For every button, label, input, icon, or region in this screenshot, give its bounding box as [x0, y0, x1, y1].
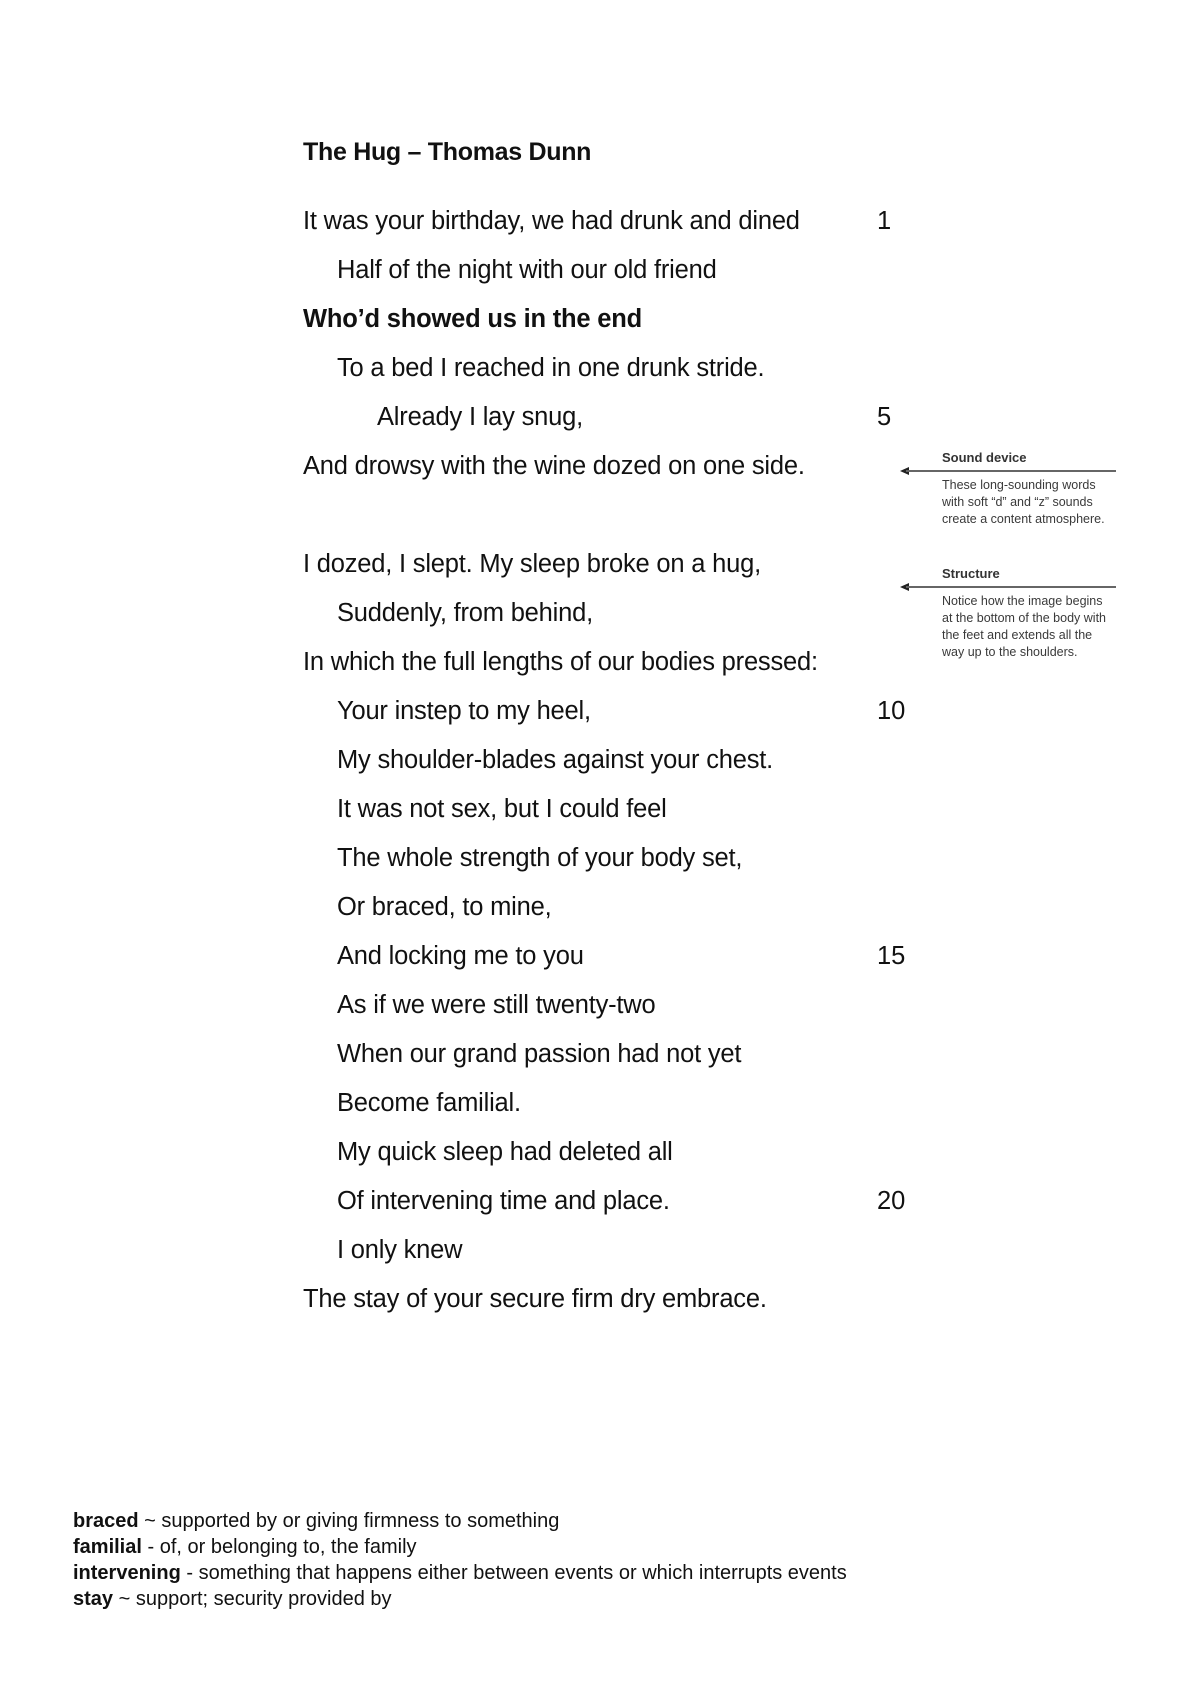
poem-line: Who’d showed us in the end	[303, 305, 643, 333]
poem-line: And drowsy with the wine dozed on one side.	[303, 452, 805, 480]
poem-line: As if we were still twenty-two	[337, 991, 656, 1019]
annotation-pointer-line	[906, 470, 1116, 472]
glossary-entry	[73, 1508, 847, 1534]
line-number: 10	[877, 697, 906, 725]
poem-line: My shoulder-blades against your chest.	[337, 746, 774, 774]
glossary-term: stay	[73, 1588, 114, 1610]
poem-line: My quick sleep had deleted all	[337, 1138, 673, 1166]
poem-line: It was your birthday, we had drunk and dined	[303, 207, 800, 235]
poem-line: Become familial.	[337, 1089, 521, 1117]
annotation-sound-device	[906, 450, 1116, 550]
glossary-definition: - something that happens either between events or which interrupts events	[180, 1562, 847, 1584]
annotation-heading: Structure	[942, 566, 1000, 581]
glossary-entry	[73, 1586, 847, 1612]
glossary-entry	[73, 1534, 847, 1560]
line-number: 5	[877, 403, 892, 431]
glossary-term: intervening	[73, 1562, 181, 1584]
glossary-term: braced	[73, 1510, 139, 1532]
annotation-pointer-line	[906, 586, 1116, 588]
glossary	[73, 1508, 847, 1612]
poem-line: To a bed I reached in one drunk stride.	[337, 354, 765, 382]
poem-title: The Hug – Thomas Dunn	[303, 138, 592, 166]
glossary-entry	[73, 1560, 847, 1586]
annotation-structure	[906, 566, 1116, 686]
annotation-text: These long-sounding words with soft “d” and “z” sounds create a content atmosphere.	[942, 478, 1105, 526]
glossary-definition: - of, or belonging to, the family	[141, 1536, 417, 1558]
poem-line: I only knew	[337, 1236, 463, 1264]
poem-line: The stay of your secure firm dry embrace.	[303, 1285, 767, 1313]
poem-line: Or braced, to mine,	[337, 893, 552, 921]
line-number: 20	[877, 1187, 906, 1215]
annotation-heading: Sound device	[942, 450, 1027, 465]
poem-line: It was not sex, but I could feel	[337, 795, 667, 823]
glossary-definition: ~ supported by or giving firmness to something	[138, 1510, 560, 1532]
poem-line: Your instep to my heel,	[337, 697, 591, 725]
poem-line: Of intervening time and place.	[337, 1187, 670, 1215]
line-number: 15	[877, 942, 906, 970]
annotation-text: Notice how the image begins at the bottom of the body with the feet and extends all the way up to the shoulders.	[942, 594, 1106, 659]
poem-line: I dozed, I slept. My sleep broke on a hug,	[303, 550, 761, 578]
line-number: 1	[877, 207, 892, 235]
poem-line: In which the full lengths of our bodies pressed:	[303, 648, 818, 676]
poem-line: Already I lay snug,	[377, 403, 583, 431]
glossary-term: familial	[73, 1536, 142, 1558]
poem-line: Suddenly, from behind,	[337, 599, 593, 627]
glossary-definition: ~ support; security provided by	[113, 1588, 392, 1610]
poem-line: The whole strength of your body set,	[337, 844, 743, 872]
poem-line: Half of the night with our old friend	[337, 256, 717, 284]
poem-line: And locking me to you	[337, 942, 584, 970]
poem-line: When our grand passion had not yet	[337, 1040, 742, 1068]
